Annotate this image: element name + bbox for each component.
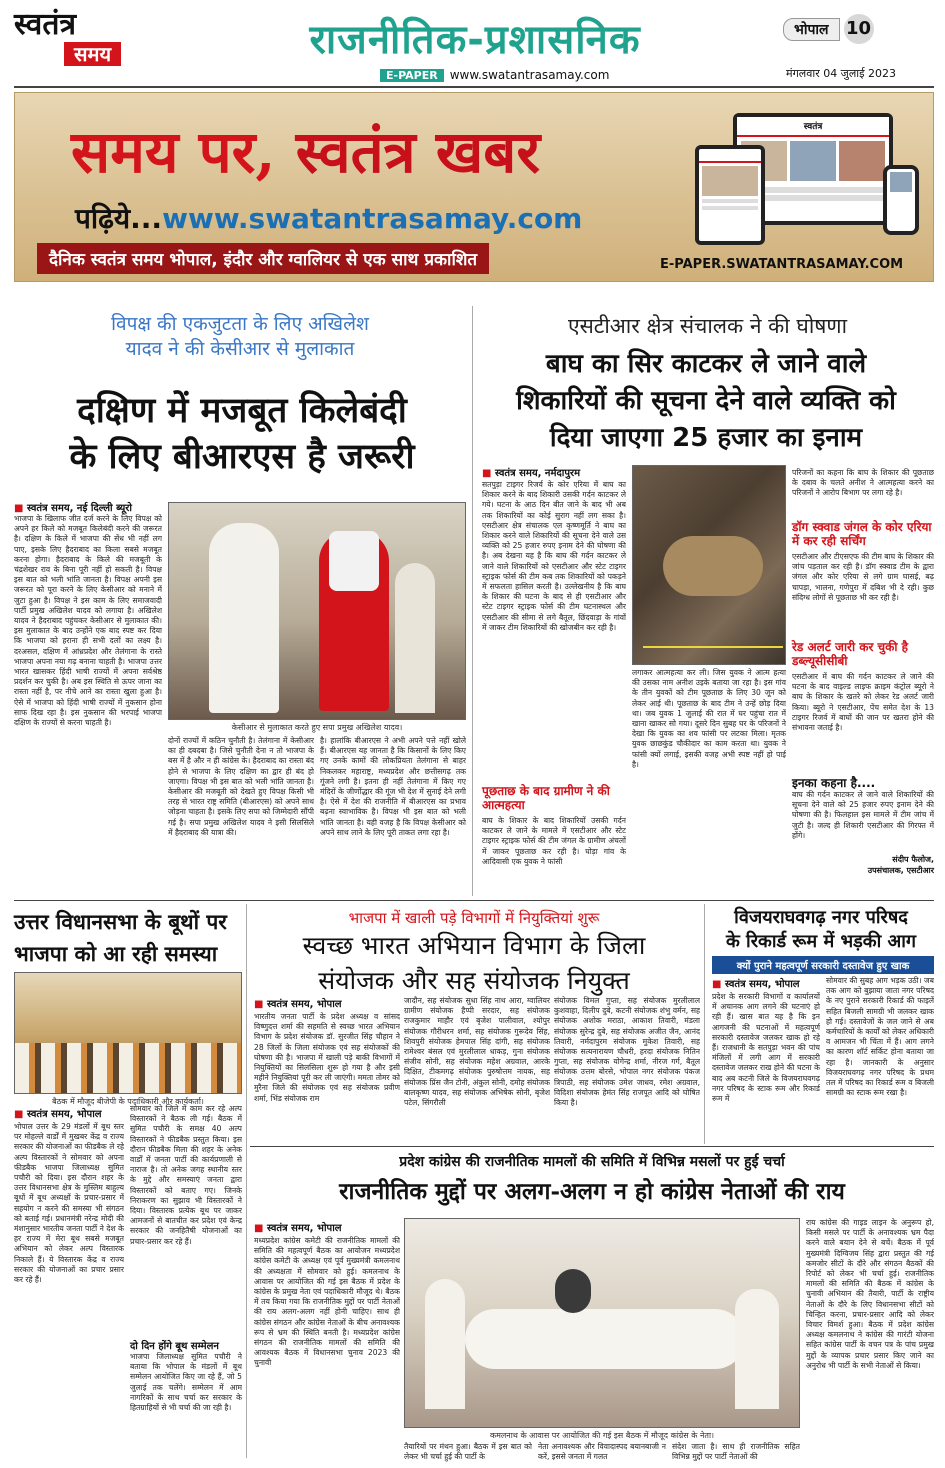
section-rule xyxy=(14,900,934,901)
story2-subhead1: पूछताछ के बाद ग्रामीण ने की आत्महत्या xyxy=(482,784,610,812)
story3-col2b: भाजपा जिलाध्यक्ष सुमित पचौरी ने बताया कि भोपाल के मंडलों में बूथ सम्मेलन आयोजित किए जा रहे हैं, जो 5 जुलाई तक चलेंगे। सम्मेलन में आम नागरिकों के साथ चर्चा कर सरकार के हितग्राहियों से भी चर्चा की जा रही है। xyxy=(130,1352,242,1413)
story2-signature xyxy=(792,854,934,876)
banner-subline: दैनिक स्वतंत्र समय भोपाल, इंदौर और ग्वालियर से एक साथ प्रकाशित xyxy=(37,243,489,274)
story5-col2: सोमवार की सुबह आग भड़क उठी। जब तक आग को बुझाया जाता नगर परिषद के नए पुराने सरकारी रिकार्ड की फाइलें सहित बिजली सामग्री भी जलकर खाक हो गई। दस्तावेजों के जल जाने से अब कर्मचारियों के कार्यों को लेकर अधिकारी व आमजन भी चिंता में हैं। आग लगने का कारण शॉर्ट सर्किट होना बताया जा रहा है। जानकारी के अनुसार विजयराघवगढ़ नगर परिषद के प्रथम तल में परिषद का रिकार्ड रूम व बिजली सामग्री का स्टाक रूम रखा है। xyxy=(826,976,934,1098)
issue-date: मंगलवार 04 जुलाई 2023 xyxy=(786,67,897,80)
edition-city: भोपाल xyxy=(783,18,840,41)
story3-subhead: दो दिन होंगे बूथ सम्मेलन xyxy=(130,1341,219,1352)
story5-headline-line1: विजयराघवगढ़ नगर परिषद xyxy=(734,907,908,928)
story1-byline: ■ स्वतंत्र समय, नई दिल्ली ब्यूरो xyxy=(14,500,132,514)
banner-read-line xyxy=(75,199,582,237)
tablet-mockup xyxy=(695,145,765,245)
section-rule-2 xyxy=(250,1146,934,1147)
banner-read-label: पढ़िये... xyxy=(75,202,163,235)
story2-col3b: एसटीआर और टीएसएफ की टीम बाघ के शिकार की जांच पड़ताल कर रही है। डॉग स्क्वाड टीम के द्वारा जंगल और कोर एरिया से लगे ग्राम घासई, बढ़ चापड़ा, भालना, गणेपुरा में दबिश भी दे रही। कुछ संदिग्ध लोगों से पूछताछ भी कर रही है। xyxy=(792,552,934,602)
epaper-bar xyxy=(380,68,609,82)
section-title: राजनीतिक-प्रशासनिक xyxy=(309,17,641,63)
story2-subhead2: डॉग स्क्वाड जंगल के कोर एरिया में कर रही सर्चिंग xyxy=(792,520,932,548)
site-url[interactable]: www.swatantrasamay.com xyxy=(449,68,610,82)
page-number: 10 xyxy=(844,14,874,44)
story2-sign-name: संदीप फैलोज, xyxy=(892,855,934,864)
story2-quote-head: इनका कहना है.... xyxy=(792,776,876,790)
column-divider-3 xyxy=(704,904,705,1144)
story5-headline[interactable] xyxy=(708,906,934,954)
story5-col1: प्रदेश के सरकारी विभागों व कार्यालयों में अचानक आग लगने की घटनाएं हो रही हैं। खास बात यह है कि इन आगजनी की घटनाओं में महत्वपूर्ण सरकारी दस्तावेज जलकर खाक हो रहे हैं। राजधानी के सतपुड़ा भवन की पांच मंजिलों में लगी आग में सरकारी दस्तावेज जलकर राख होने की घटना के बाद अब कटनी जिले के विजयराघवगढ़ नगर परिषद के स्टाक रूम और रिकार्ड रूम में xyxy=(712,992,820,1104)
story4-byline: ■ स्वतंत्र समय, भोपाल xyxy=(254,996,342,1010)
story2-col3c: एसटीआर में बाघ की गर्दन काटकर ले जाने की घटना के बाद वाइल्ड लाइफ क्राइम कंट्रोल ब्यूरो ने बाघ के शिकार के खतरे को लेकर रेड अलर्ट जारी किया। ब्यूरो ने एसटीआर, पेंच समेत देश के 13 टाइगर रिजर्व में बाघों की जान पर खतरा होने की संभावना जताई है। xyxy=(792,672,934,733)
banner-headline-part2: स्वतंत्र खबर xyxy=(295,118,541,186)
story4-kicker: भाजपा में खाली पड़े विभागों में नियुक्तियां शुरू xyxy=(348,909,600,927)
story4-headline-line1: स्वच्छ भारत अभियान विभाग के जिला xyxy=(302,931,646,960)
story1-kicker-1: विपक्ष की एकजुटता के लिए अखिलेश xyxy=(111,313,369,335)
story2-photo xyxy=(632,465,786,665)
story1-headline-line2: के लिए बीआरएस है जरूरी xyxy=(69,437,415,477)
story5-headline-line2: के रिकार्ड रूम में भड़की आग xyxy=(725,931,917,952)
story3-byline: ■ स्वतंत्र समय, भोपाल xyxy=(14,1106,102,1120)
story6-col4: संदेश जाता है। साथ ही राजनीतिक सहित विभिन्न मुद्दों पर पार्टी नेताओं की xyxy=(672,1442,800,1462)
story2-headline[interactable] xyxy=(476,346,936,457)
story4-col1: भारतीय जनता पार्टी के प्रदेश अध्यक्ष व सांसद विष्णुदत्त शर्मा की सहमति से स्वच्छ भारत अभियान विभाग के प्रदेश संयोजक डॉ. सुरजीत सिंह चौहान ने 28 जिलों के जिला संयोजक एवं सह संयोजकों की घोषणा की है। भाजपा में खाली पड़े बाकी विभागों में नियुक्तियों का सिलसिला शुरू हो गया है और इसी महीने नियुक्तियां पूरी कर ली जाएंगी। ममता तोमर को मुरैना जिले की संयोजक एवं सह संयोजक प्रवीण शर्मा, भिंड संयोजक राम xyxy=(254,1012,400,1103)
story2-sign-title: उपसंचालक, एसटीआर xyxy=(867,866,934,875)
logo-wordmark-bottom: समय xyxy=(64,42,121,66)
story6-col5: राय कांग्रेस की गाइड लाइन के अनुरूप हो, किसी मसले पर पार्टी के अनावश्यक भ्रम पैदा करने वाले बयान देने से बचें। बैठक में पूर्व मुख्यमंत्री दिग्विजय सिंह द्वारा प्रस्तुत की गई कमजोर सीटों के दौरे और संगठन बैठकों की रिपोर्ट को लेकर भी चर्चा हुई। राजनीतिक मामलों की समिति की बैठक में कांग्रेस के चुनावी अभियान की तैयारी, पार्टी के राष्ट्रीय नेताओं के दौरे के लिए विधानसभा सीटों को चिन्हित करना, प्रचार-प्रसार आदि को लेकर विचार विमर्श हुआ। बैठक में प्रदेश कांग्रेस अध्यक्ष कमलनाथ ने कांग्रेस की गारंटी योजना सहित कांग्रेस पार्टी के वचन पत्र के पांच प्रमुख मुद्दों के व्यापक प्रचार प्रसार किए जाने का अनुरोध भी पार्टी के सभी नेताओं से किया। xyxy=(806,1218,934,1370)
story2-col2: लगाकर आत्महत्या कर ली। जिस युवक ने आत्म हत्या की उसका नाम अनीश उइके बताया जा रहा है। इस गांव के तीन युवकों को टीम पूछताछ के लिए 30 जून को लेकर आई थी। पूछताछ के बाद टीम ने उन्हें छोड़ दिया था। जब युवक 1 जुलाई की रात में घर पहुंचा रात में खाना खाकर सो गया। दूसरे दिन सुबह घर के परिजनों ने देखा कि युवक का शव फांसी पर लटका मिला। मृतक युवक छाछकुंड चौकीदार का काम करता था। युवक ने फांसी क्यों लगाई, इसकी वजह अभी स्पष्ट नहीं हो पाई है। xyxy=(632,668,786,769)
story6-caption: कमलनाथ के आवास पर आयोजित की गई इस बैठक में मौजूद कांग्रेस के नेता। xyxy=(489,1431,715,1440)
story3-col2: सोमवार को जिले में काम कर रहे अल्प विस्तारकों ने बैठक ली गई। बैठक में सुमित पचौरी के समक्ष 40 अल्प विस्तारकों ने फीडबैक प्रस्तुत किया। इस दौरान फीडबैक मिला की शहर के अनेक वार्डों में जनता पार्टी की कार्यप्रणाली से नाराज है। तो अनेक जगह स्थानीय स्तर के मुद्दे और समस्याएं जनता द्वारा विस्तारकों को बताए गए। जिनके निराकरण का सुझाव भी विस्तारकों ने दिया। विस्तारक प्रत्येक बूथ पर जाकर आमजनों से बातचीत कर प्रदेश एवं केन्द्र सरकार की जनहितैषी योजनाओं का प्रचार-प्रसार कर रहे हैं। xyxy=(130,1104,242,1246)
story6-col2: तैयारियों पर मंथन हुआ। बैठक में इस बात को लेकर भी चर्चा हुई की पार्टी के xyxy=(404,1442,532,1462)
masthead-rule xyxy=(14,86,934,88)
story2-subhead3: रेड अलर्ट जारी कर चुकी है डब्ल्यूसीसीबी xyxy=(792,640,909,668)
story2-quote: बाघ की गर्दन काटकर ले जाने वाले शिकारियों की सूचना देने वाले को 25 हजार रुपए इनाम देने की घोषणा की है। फिलहाल इस मामले में टीम जांच में जुटी है। जल्द ही शिकारी एसटीआर की गिरफ्त में होंगे। xyxy=(792,790,934,840)
story2-col1b: बाघ के शिकार के बाद शिकारियों उसकी गर्दन काटकर ले जाने के मामले में एसटीआर और स्टेट टाइगर स्ट्राइक फोर्स की टीम जंगल के ग्रामीण अंचलों में जाकर पूछताछ कर रही है। घोड़ा गांव के आदिवासी एक युवक ने फांसी xyxy=(482,816,626,866)
story5-strap: क्यों पुराने महत्वपूर्ण सरकारी दस्तावेज हुए खाक xyxy=(712,956,934,974)
banner-headline-part1: समय पर, xyxy=(71,118,296,186)
story6-headline[interactable]: राजनीतिक मुद्दों पर अलग-अलग न हो कांग्रेस नेताओं की राय xyxy=(339,1178,845,1205)
story3-headline[interactable] xyxy=(14,906,244,970)
story1-col3: है। हालांकि बीआरएस ने अभी अपने पत्ते नहीं खोले हैं। बीआरएस यह जानता है कि किसानों के लिए किए गए उनके कामों की लोकप्रियता तेलंगाना से बाहर निकलकर महाराष्ट्र, मध्यप्रदेश और छत्तीसगढ़ तक गूंजने लगी है। इतना ही नहीं तेलंगाना में किए गए मंदिरों के जीर्णोद्धार की गूंज भी देश में सुनाई देने लगी है। ऐसे में देश की राजनीति में बीआरएस का प्रभाव बढ़ना स्वाभाविक है। विपक्ष भी इस बात को भली भांति जानता है। यही वजह है कि विपक्ष केसीआर को अपने साथ लाने के लिए पूरी ताकत लगा रहा है। xyxy=(320,736,466,837)
newspaper-logo xyxy=(14,8,154,70)
story6-kicker: प्रदेश कांग्रेस की राजनीतिक मामलों की समिति में विभिन्न मसलों पर हुई चर्चा xyxy=(399,1154,785,1170)
story2-col1: सतपुड़ा टाइगर रिजर्व के कोर एरिया में बाघ का शिकार करने के बाद शिकारी उसकी गर्दन काटकर ले गये। घटना के आठ दिन बीत जाने के बाद भी अब तक शिकारियों का कोई सुराग नहीं लग सका है। एसटीआर क्षेत्र संचालक एल कृष्णमूर्ति ने बाघ का शिकार करने वाले शिकारियों की सूचना देने वाले उस व्यक्ति को 25 हजार रुपए इनाम देने की घोषणा की है। अब देखना यह है कि बाघ की गर्दन काटकर ले जाने वाले शिकारियों को एसटीआर और स्टेट टाइगर स्ट्राइक फोर्स की टीम कब तक शिकारियों को पकड़ने में सफलता हासिल करती है। उल्लेखनीय है कि बाघ के शिकार की घटना के बाद से ही एसटीआर और स्टेट टाइगर स्ट्राइक फोर्स की टीम घटनास्थल और एसटीआर की सीमा से लगे बैतूल, छिंदवाड़ा के गांवों में जाकर टीम शिकारियों की खोजबीन कर रही है। xyxy=(482,480,626,632)
column-divider-2 xyxy=(246,904,247,1458)
story6-col1: मध्यप्रदेश कांग्रेस कमेटी की राजनीतिक मामलों की समिति की महत्वपूर्ण बैठक का आयोजन मध्यप्रदेश कांग्रेस कमेटी के अध्यक्ष एवं पूर्व मुख्यमंत्री कमलनाथ की अध्यक्षता में सोमवार को हुई। कमलनाथ के आवास पर आयोजित की गई इस बैठक में प्रदेश के कांग्रेस के प्रमुख नेता एवं पदाधिकारी मौजूद थे। बैठक में तय किया गया कि राजनीतिक मुद्दों पर पार्टी नेताओं की राय अलग-अलग नहीं होनी चाहिए। साथ ही कांग्रेस संगठन और कांग्रेस नेताओं के बीच अनावश्यक रूप से भ्रम की स्थिति बनती है। मध्यप्रदेश कांग्रेस संगठन की राजनीतिक मामलों की समिति की आवश्यक बैठक में विधानसभा चुनाव 2023 की चुनावी xyxy=(254,1236,400,1368)
story3-col1: भोपाल उत्तर के 29 मंडलों में बूथ स्तर पर मोहल्ले वार्डों में मुखबर केंद्र व राज्य सरकार की योजनाओं का फीडबैक ले रहे अल्प विस्तारकों ने सोमवार को अपना फीडबैक भाजपा जिलाध्यक्ष सुमित पचौरी को दिया। इस दौरान शहर के उत्तर विधानसभा क्षेत्र के मुस्लिम बाहुल्य बूथों में बूथ अध्यक्षों के प्रचार-प्रसार में सहयोग न करने की समस्या भी संगठन को बताई गई। प्रधानमंत्री नरेन्द्र मोदी की मंशानुसार भारतीय जनता पार्टी ने देश के हर राज्य में मेरा बूथ सबसे मजबूत अभियान को लेकर अल्प विस्तारक निकाले हैं। ये विस्तारक केंद्र व राज्य सरकार की योजनाओं का प्रचार प्रसार कर रहे हैं। xyxy=(14,1122,124,1285)
story4-col3: संयोजक विमल गुप्ता, सह संयोजक मुरलीलाल कुशवाहा, दिलीप दुबे, कटनी संयोजक शंभु वर्मन, सह संयोजक अशोक मराठा, आकाश तिवारी, मंडला संयोजक सुरेन्द्र दुबे, सह संयोजक अजीत जैन, आनंद तिवारी, नर्मदापुरम संयोजक मुकेश तिवारी, सह संयोजक सत्यनारायण चौधरी, हरदा संयोजक नितिन गुप्ता, सह संयोजक योगेन्द्र शर्मा, नीरज गर्ग, बैतूल संयोजक उत्तम बोरसे, भोपाल नगर संयोजक पंकज त्रिपाठी, सह संयोजक उमेश जाधव, रमेश अग्रवाल, विदिशा संयोजक हेमंत सिंह राजपूत आदि को घोषित किया है। xyxy=(554,996,700,1108)
story4-col2: जादौन, सह संयोजक सुधा सिंह नाथ आरा, ग्वालियर ग्रामीण संयोजक हैप्पी सरदार, सह संयोजक राजकुमार माहौर एवं बृजेश पालीवाल, श्योपुर संयोजक गौरीधरन शर्मा, सह संयोजक गुरूदेव सिंह, शिवपुरी संयोजक हेमपाल सिंह दांगी, सह संयोजक रामेश्वर बंसल एवं मुरलीलाल धाकड़, गुना संयोजक संजीव सोनी, सह संयोजक महेश अग्रवाल, आरके दिक्षित, टीकमगढ़ संयोजक पुरुषोत्तम नायक, सह संयोजक प्रिंस जैन टोनी, अंकुल सोनी, दमोह संयोजक बालकृष्ण यादव, सह संयोजक अभिषेक सोनी, बृजेश पटेल, सिंगरौली xyxy=(404,996,550,1108)
story1-caption: केसीआर से मुलाकात करते हुए सपा प्रमुख अखिलेश यादव। xyxy=(231,723,403,732)
device-screen-logo: स्वतंत्र xyxy=(737,117,889,137)
story3-caption: बैठक में मौजूद बीजेपी के पदाधिकारी और कार्यकर्ता। xyxy=(52,1097,204,1106)
column-divider xyxy=(472,306,473,896)
epaper-label: E-PAPER xyxy=(380,69,444,82)
story3-headline-line2: भाजपा को आ रही समस्या xyxy=(14,942,218,966)
story1-col1: भाजपा के खिलाफ जीत दर्ज करने के लिए विपक्ष को अपने हर किले को मजबूत किलेबंदी करने की जरूरत है। दक्षिण के किले में भाजपा की सेंध भी नहीं लग पाए, इसके लिए हैदराबाद का किला सबसे मजबूत करना होगा। हैदराबाद के किले की मजबूती के चंद्रशेखर राव के बिना पूरी नहीं हो सकती है। विपक्ष इस बात को भली भांति जानता है। विपक्ष अपनी इस जरूरत को पूरा करने के लिए केसीआर को मनाने में जुटा हुआ है। विपक्ष ने इस काम के लिए समाजवादी पार्टी प्रमुख अखिलेश यादव को लगाया है। अखिलेश यादव ने हैदराबाद पहुंचकर केसीआर से मुलाकात की। इस मुलाकात के बाद उन्होंने एक बाद स्पष्ट कर दिया कि भाजपा को हराना ही सभी दलों का लक्ष्य है। दरअसल, दक्षिण में आंध्रप्रदेश और तेलंगाना के रास्ते भाजपा अपना नया गढ़ बनाना चाहती है। भाजपा उत्तर भारत खासकर हिंदी भाषी राज्यों में अपना सर्वश्रेष्ठ प्रदर्शन कर चुकी है। अब इस स्थिति से ऊपर जाना का रास्ता नहीं है, पर नीचे आने का रास्ता खुला हुआ है। ऐसे में भाजपा को हिंदी भाषी राज्यों में नुकसान होना साफ दिख रहा है। इस नुकसान की भरपाई भाजपा दक्षिण के राज्यों से करना चाहती है। xyxy=(14,514,162,728)
story6-col3: नेता अनावश्यक और विवादास्पद बयानबाजी न करें, इससे जनता में गलत xyxy=(538,1442,666,1462)
banner-url[interactable]: www.swatantrasamay.com xyxy=(162,202,583,235)
story2-kicker: एसटीआर क्षेत्र संचालक ने की घोषणा xyxy=(567,314,848,338)
story1-col2: दोनों राज्यों में कठिन चुनौती है। तेलंगाना में केसीआर का ही दबदबा है। जिसे चुनौती देना न तो भाजपा के बस में है और न ही कांग्रेस के। हैदराबाद का रास्ता बंद होने से भाजपा के लिए दक्षिण का द्वार ही बंद हो जाएगा। विपक्ष भी इस बात को भली भांति जानता है। केसीआर की मजबूती को देखते हुए विपक्ष किसी भी तरह से भारत राष्ट्र समिति (बीआरएस) को अपने साथ जोड़ना चाहता है। इसके लिए सपा को जिम्मेदारी सौंपी गई है। सपा प्रमुख अखिलेश यादव ने इसी सिलसिले में हैदराबाद की यात्रा की। xyxy=(168,736,314,837)
logo-wordmark-top: स्वतंत्र xyxy=(14,7,77,42)
story1-photo xyxy=(168,502,466,720)
story5-byline: ■ स्वतंत्र समय, भोपाल xyxy=(712,976,800,990)
story6-photo xyxy=(404,1218,800,1428)
story2-headline-line1: बाघ का सिर काटकर ले जाने वाले xyxy=(545,349,867,379)
story1-headline[interactable] xyxy=(14,388,470,480)
promo-banner[interactable] xyxy=(14,92,934,282)
story1-headline-line1: दक्षिण में मजबूत किलेबंदी xyxy=(77,391,407,431)
story1-kicker-2: यादव ने की केसीआर से मुलाकात xyxy=(125,338,355,360)
banner-epaper-url[interactable]: E-PAPER.SWATANTRASAMAY.COM xyxy=(660,257,904,272)
story3-photo xyxy=(14,972,242,1094)
edition-badge xyxy=(783,14,933,44)
story6-byline: ■ स्वतंत्र समय, भोपाल xyxy=(254,1220,342,1234)
story2-col3: परिजनों का कहना कि बाघ के शिकार की पूछताछ के दबाव के चलते अनीश ने आत्महत्या करने का परिजनों ने आरोप बिभाग पर लगा रहे है। xyxy=(792,468,934,498)
phone-mockup xyxy=(883,165,919,235)
story4-headline-line2: संयोजक और सह संयोजक नियुक्त xyxy=(318,966,630,995)
story2-headline-line3: दिया जाएगा 25 हजार का इनाम xyxy=(549,423,863,453)
story2-headline-line2: शिकारियों की सूचना देने वाले व्यक्ति को xyxy=(516,386,896,416)
story2-byline: ■ स्वतंत्र समय, नर्मदापुरम xyxy=(482,465,580,479)
story3-headline-line1: उत्तर विधानसभा के बूथों पर xyxy=(14,910,227,934)
banner-headline xyxy=(71,119,540,185)
story4-headline[interactable] xyxy=(250,928,698,998)
